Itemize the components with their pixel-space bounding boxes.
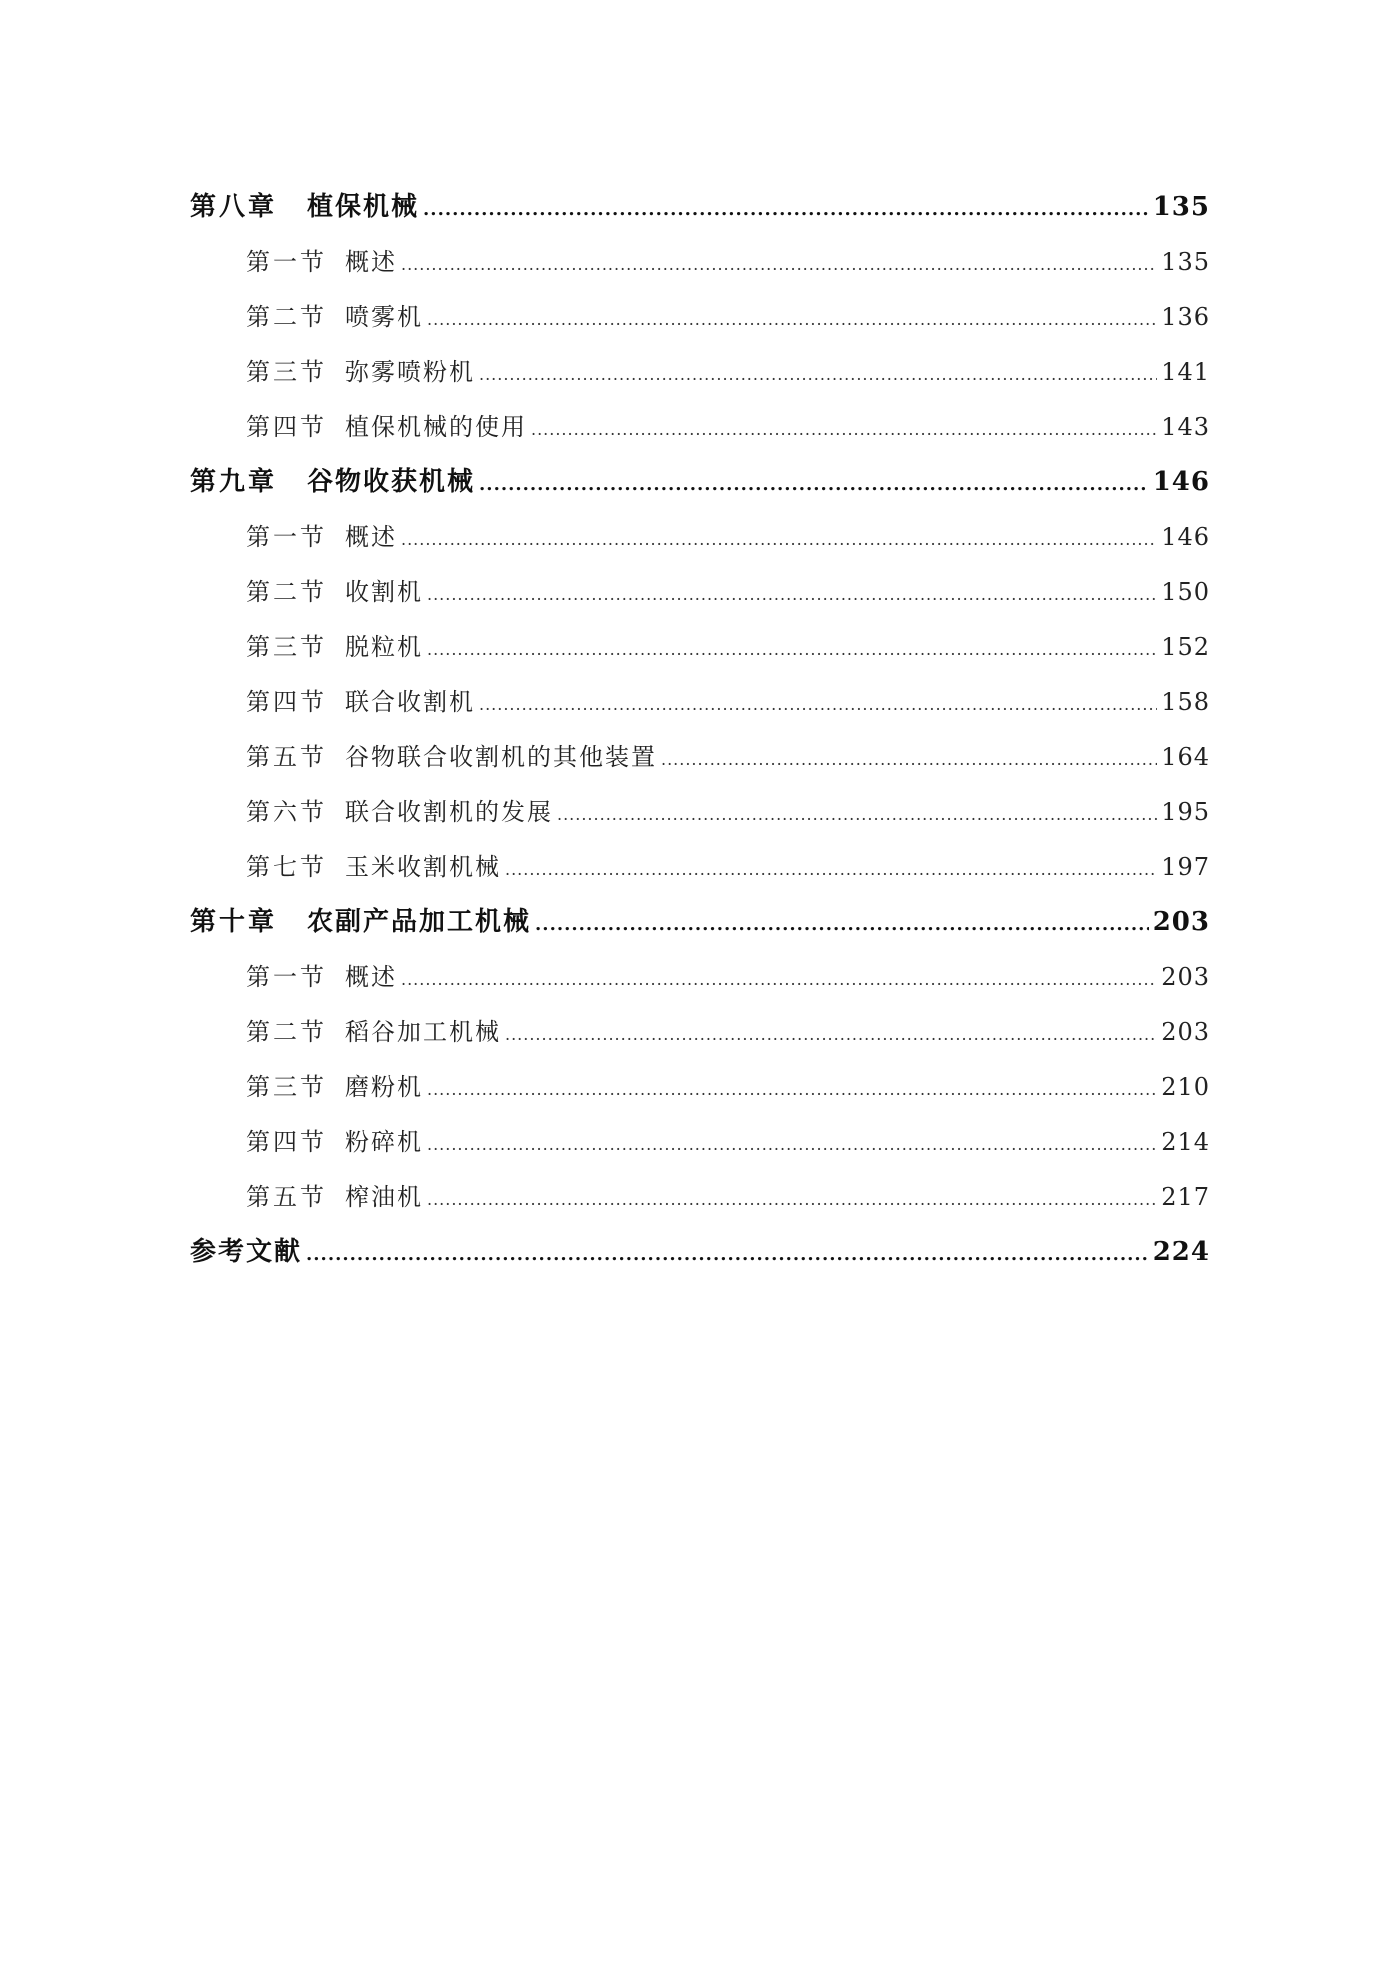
section-number: 第一节 — [246, 523, 327, 551]
page-number: 195 — [1161, 798, 1210, 826]
dot-leader — [306, 1227, 1149, 1282]
page-number: 203 — [1161, 1018, 1210, 1046]
section-title: 概述 — [345, 523, 397, 551]
toc-entry-chapter[interactable] — [190, 895, 1210, 950]
toc-entry-section[interactable] — [190, 620, 1210, 675]
dot-leader — [661, 732, 1157, 787]
toc-entry-section[interactable] — [190, 235, 1210, 290]
section-title: 弥雾喷粉机 — [345, 358, 475, 386]
chapter-title: 农副产品加工机械 — [307, 907, 532, 937]
toc-entry-chapter[interactable] — [190, 455, 1210, 510]
section-title: 联合收割机 — [345, 688, 475, 716]
dot-leader — [423, 182, 1149, 237]
section-number: 第六节 — [246, 798, 327, 826]
dot-leader — [479, 347, 1157, 402]
dot-leader — [401, 237, 1157, 292]
page-number: 143 — [1161, 413, 1210, 441]
section-title: 喷雾机 — [345, 303, 423, 331]
section-number: 第一节 — [246, 963, 327, 991]
page-number: 164 — [1161, 743, 1210, 771]
section-title: 玉米收割机械 — [345, 853, 501, 881]
section-title: 概述 — [345, 963, 397, 991]
section-number: 第四节 — [246, 413, 327, 441]
dot-leader — [531, 402, 1157, 457]
page-number: 141 — [1161, 358, 1210, 386]
dot-leader — [427, 622, 1157, 677]
section-title: 谷物联合收割机的其他装置 — [345, 743, 657, 771]
dot-leader — [535, 897, 1149, 952]
dot-leader — [505, 1007, 1157, 1062]
section-title: 磨粉机 — [345, 1073, 423, 1101]
dot-leader — [557, 787, 1157, 842]
page-number: 224 — [1152, 1237, 1210, 1267]
section-title: 榨油机 — [345, 1183, 423, 1211]
dot-leader — [427, 567, 1157, 622]
page-number: 135 — [1161, 248, 1210, 276]
chapter-title: 植保机械 — [307, 192, 420, 222]
section-title: 植保机械的使用 — [345, 413, 527, 441]
section-title: 收割机 — [345, 578, 423, 606]
section-number: 第二节 — [246, 1018, 327, 1046]
dot-leader — [427, 1117, 1157, 1172]
page-number: 217 — [1161, 1183, 1210, 1211]
dot-leader — [401, 952, 1157, 1007]
dot-leader — [427, 1172, 1157, 1227]
page-number: 203 — [1161, 963, 1210, 991]
section-number: 第五节 — [246, 743, 327, 771]
toc-entry-section[interactable] — [190, 950, 1210, 1005]
page-number: 210 — [1161, 1073, 1210, 1101]
dot-leader — [427, 292, 1157, 347]
toc-entry-section[interactable] — [190, 840, 1210, 895]
dot-leader — [401, 512, 1157, 567]
section-number: 第三节 — [246, 633, 327, 661]
section-title: 脱粒机 — [345, 633, 423, 661]
page-number: 135 — [1152, 192, 1210, 222]
toc-entry-section[interactable] — [190, 290, 1210, 345]
toc-entry-section[interactable] — [190, 1005, 1210, 1060]
section-number: 第二节 — [246, 578, 327, 606]
section-title: 稻谷加工机械 — [345, 1018, 501, 1046]
page-number: 158 — [1161, 688, 1210, 716]
page-number: 197 — [1161, 853, 1210, 881]
page-number: 214 — [1161, 1128, 1210, 1156]
toc-entry-section[interactable] — [190, 1170, 1210, 1225]
toc-entry-section[interactable] — [190, 565, 1210, 620]
section-number: 第一节 — [246, 248, 327, 276]
page-number: 146 — [1152, 467, 1210, 497]
toc-entry-chapter[interactable] — [190, 180, 1210, 235]
toc-entry-section[interactable] — [190, 785, 1210, 840]
chapter-number: 第八章 — [190, 192, 278, 222]
chapter-number: 第九章 — [190, 467, 278, 497]
page-number: 146 — [1161, 523, 1210, 551]
references-title: 参考文献 — [190, 1237, 303, 1267]
section-number: 第四节 — [246, 688, 327, 716]
page-number: 152 — [1161, 633, 1210, 661]
chapter-title: 谷物收获机械 — [307, 467, 476, 497]
page-number: 136 — [1161, 303, 1210, 331]
toc-entry-section[interactable] — [190, 510, 1210, 565]
dot-leader — [427, 1062, 1157, 1117]
section-number: 第三节 — [246, 1073, 327, 1101]
page-number: 203 — [1152, 907, 1210, 937]
section-number: 第三节 — [246, 358, 327, 386]
section-number: 第七节 — [246, 853, 327, 881]
table-of-contents — [190, 180, 1210, 1280]
section-title: 粉碎机 — [345, 1128, 423, 1156]
toc-entry-section[interactable] — [190, 345, 1210, 400]
toc-entry-section[interactable] — [190, 1115, 1210, 1170]
toc-entry-section[interactable] — [190, 730, 1210, 785]
section-title: 概述 — [345, 248, 397, 276]
page-number: 150 — [1161, 578, 1210, 606]
dot-leader — [479, 677, 1157, 732]
chapter-number: 第十章 — [190, 907, 278, 937]
toc-entry-section[interactable] — [190, 400, 1210, 455]
toc-entry-section[interactable] — [190, 1060, 1210, 1115]
dot-leader — [505, 842, 1157, 897]
section-title: 联合收割机的发展 — [345, 798, 553, 826]
toc-entry-references[interactable] — [190, 1225, 1210, 1280]
section-number: 第四节 — [246, 1128, 327, 1156]
section-number: 第五节 — [246, 1183, 327, 1211]
section-number: 第二节 — [246, 303, 327, 331]
dot-leader — [479, 457, 1149, 512]
toc-entry-section[interactable] — [190, 675, 1210, 730]
